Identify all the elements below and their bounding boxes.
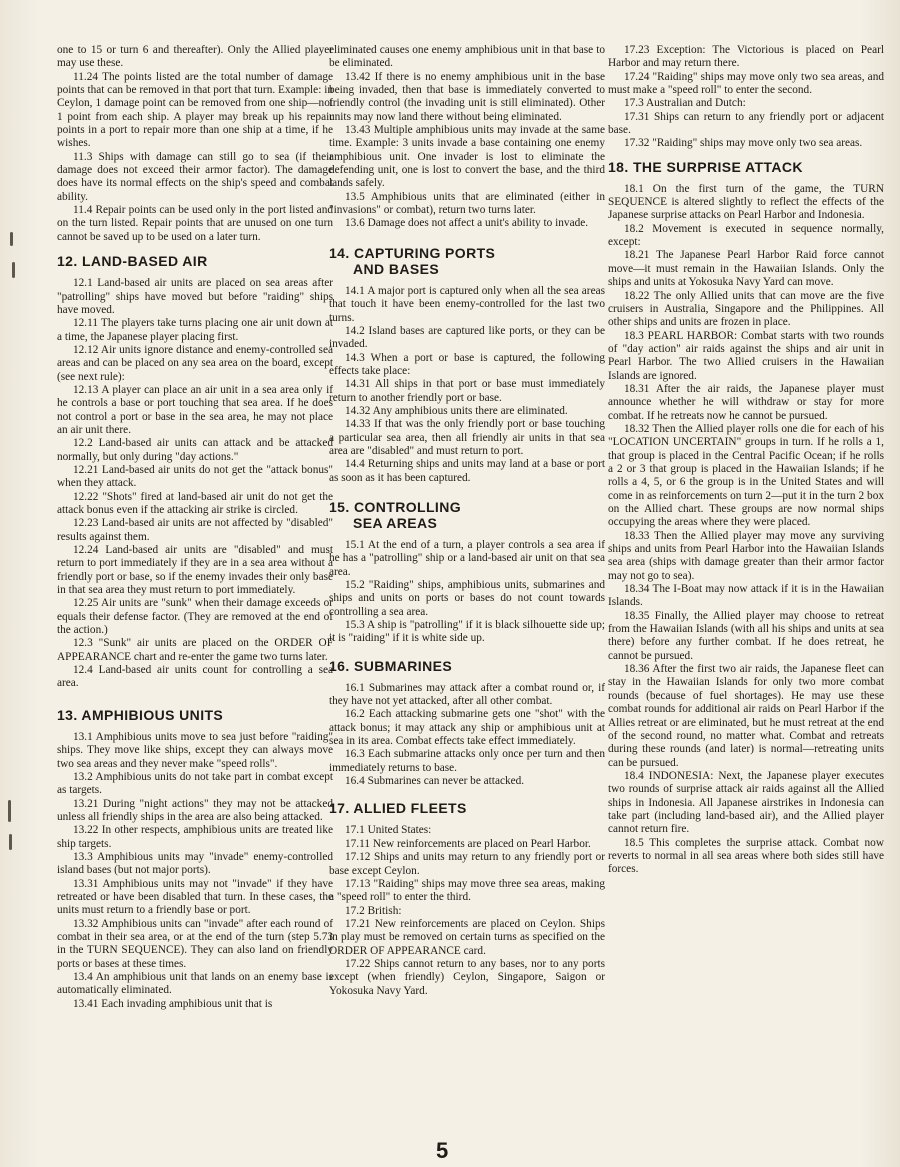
paragraph: 16.3 Each submarine attacks only once per turn and then immediately returns to base.: [329, 748, 605, 774]
section-heading-13: 13. AMPHIBIOUS UNITS: [57, 706, 224, 723]
paragraph: 18.32 Then the Allied player rolls one die for each of his "LOCATION UNCERTAIN" groups in turn. If he rolls a 1, that group is placed in the Central Pacific Ocean; if he rolls a 2 or 3 that group is placed in the Hawaiian Islands; if he rolls a 4, 5, or 6 the group is in the United States and will come in as reinforcements on turn 2—put it in the turn 2 box on the Allied chart. These groups are now normal ships occupying the areas where they were placed.: [608, 422, 884, 529]
paragraph: 18.31 After the air raids, the Japanese player must announce whether he will withdraw or stay for more combat. If he retreats now he cannot be pursued.: [608, 382, 884, 422]
paragraph: 18.3 PEARL HARBOR: Combat starts with two rounds of "day action" air raids against the ships and air unit in Pearl Harbor. The two Allied cruisers in the Hawaiian Islands are ignored.: [608, 329, 884, 382]
section-heading-16: 16. SUBMARINES: [329, 657, 453, 674]
paragraph: 12.4 Land-based air units count for controlling a sea area.: [57, 664, 333, 690]
paragraph: 12.3 "Sunk" air units are placed on the ORDER OF APPEARANCE chart and re-enter the game two turns later.: [57, 637, 333, 663]
paragraph: 15.3 A ship is "patrolling" if it is black silhouette side up; it is "raiding" if it is white side up.: [329, 619, 605, 645]
paragraph: 18.21 The Japanese Pearl Harbor Raid force cannot move—it must remain in the Hawaiian Islands. Only the ships and units at Yokosuka Navy Yard can move.: [608, 249, 884, 289]
section-heading-14-line2: AND BASES: [353, 260, 440, 277]
paragraph: 14.3 When a port or base is captured, the following effects take place:: [329, 351, 605, 377]
paragraph: 12.1 Land-based air units are placed on sea areas after "patrolling" ships have moved but before "raiding" ships have moved.: [57, 277, 333, 316]
paragraph: 13.31 Amphibious units may not "invade" if they have retreated or have been disabled that turn. In these cases, the units must return to a friendly base or port.: [57, 877, 333, 917]
paragraph: 12.13 A player can place an air unit in a sea area only if he controls a base or port touching that sea area. If he does not control a port or base in the sea area, he may not place an air unit there.: [57, 383, 333, 436]
paragraph: 13.21 During "night actions" they may not be attacked unless all friendly ships in the area are also being attacked.: [57, 797, 333, 823]
paragraph: 13.41 Each invading amphibious unit that is: [73, 997, 273, 1010]
paragraph: 18.34 The I-Boat may now attack if it is in the Hawaiian Islands.: [608, 583, 884, 609]
paragraph: 11.4 Repair points can be used only in the port listed and on the turn listed. Repair points that are unused on one turn cannot be saved up to be used on a later turn.: [57, 204, 333, 243]
section-heading-15-line2: SEA AREAS: [353, 514, 438, 531]
column-1: [57, 44, 333, 1139]
paragraph: 13.4 An amphibious unit that lands on an enemy base is automatically eliminated.: [57, 971, 333, 997]
section-heading-17: 17. ALLIED FLEETS: [329, 800, 467, 817]
paragraph: 17.3 Australian and Dutch:: [624, 97, 746, 110]
paragraph: 14.4 Returning ships and units may land at a base or port as soon as it has been captured.: [329, 458, 605, 484]
paragraph: 17.11 New reinforcements are placed on Pearl Harbor.: [345, 837, 591, 850]
column-3: [608, 44, 884, 1139]
paragraph: 12.21 Land-based air units do not get the "attack bonus" when they attack.: [57, 463, 333, 490]
paragraph: 13.1 Amphibious units move to sea just before "raiding" ships. They move like ships, except they can always move two sea areas and they never make "speed rolls".: [57, 730, 333, 770]
section-heading-14: [329, 245, 605, 277]
paragraph: 13.42 If there is no enemy amphibious unit in the base being invaded, then that base is immediately converted to friendly control (the invading unit is still eliminated). Other units may now land there without being eliminated.: [329, 70, 605, 123]
paragraph: 12.24 Land-based air units are "disabled" and must return to port immediately if they are in a sea area without a friendly port or base, so if the enemy invades their only base in that sea area they must return to port immediately.: [57, 544, 333, 597]
paragraph: 18.36 After the first two air raids, the Japanese fleet can stay in the Hawaiian Islands for only two more combat rounds (because of fuel shortages). He may use these combat rounds for additional air raids on Pearl Harbor if the Allies retreat or are eliminated, but he must retreat at the end of the second round, no matter what. Combat and retreats during these rounds (and later) is normal—retreating units can be pursued.: [608, 663, 884, 769]
paragraph: 12.23 Land-based air units are not affected by "disabled" results against them.: [57, 517, 333, 543]
paragraph: 18.2 Movement is executed in sequence normally, except:: [608, 222, 884, 249]
paragraph: 15.1 At the end of a turn, a player controls a sea area if he has a "patrolling" ship or a land-based air unit on that sea area.: [329, 538, 605, 578]
paragraph: 11.3 Ships with damage can still go to sea (if their damage does not exceed their armor factor). The damage does have its normal effects on the ship's speed and combat ability.: [57, 150, 333, 203]
paragraph: 18.33 Then the Allied player may move any surviving ships and units from Pearl Harbor into the Hawaiian Islands sea area (ships with damage greater than their armor factor may not go to sea).: [608, 529, 884, 582]
paragraph: 14.1 A major port is captured only when all the sea areas that touch it have been enemy-controlled for the last two turns.: [329, 284, 605, 324]
binding-mark: [12, 262, 15, 278]
section-heading-15: [329, 499, 605, 531]
paragraph: 18.35 Finally, the Allied player may choose to retreat from the Hawaiian Islands (with all his ships and units at sea there) before any further combat. If he does retreat, he cannot be pursued.: [608, 609, 884, 662]
paragraph: 13.32 Amphibious units can "invade" after each round of combat in their sea area, or at the end of the turn (step 5.73 in the TURN SEQUENCE). They can also land on friendly ports or bases at these times.: [57, 917, 333, 970]
paragraph: 11.24 The points listed are the total number of damage points that can be removed in that port that turn. Example: in Ceylon, 1 damage point can be removed from one ship—not 1 point from each ship. A player may break up his repair points in a port to repair more than one ship at a time, if he wishes.: [57, 70, 333, 150]
paragraph: 18.4 INDONESIA: Next, the Japanese player executes two rounds of surprise attack air raids against all the Allied ships in Indonesia. All Japanese airstrikes in Indonesia can take part (including land-based air), and the Allied player cannot return fire.: [608, 769, 884, 836]
paragraph: 14.32 Any amphibious units there are eliminated.: [345, 404, 568, 417]
binding-mark: [10, 232, 13, 246]
paragraph: 12.25 Air units are "sunk" when their damage exceeds or equals their defense factor. (They are removed at the end of the action.): [57, 597, 333, 637]
paragraph: 12.11 The players take turns placing one air unit down at a time, the Japanese player placing first.: [57, 317, 333, 343]
paragraph: 12.22 "Shots" fired at land-based air unit do not get the attack bonus even if the attacking air strike is circled.: [57, 490, 333, 516]
paragraph: 13.3 Amphibious units may "invade" enemy-controlled island bases (but not major ports).: [57, 850, 333, 877]
paragraph: 12.12 Air units ignore distance and enemy-controlled sea areas and can be placed on any sea area on the board, except (see next rule):: [57, 343, 333, 383]
paragraph: 17.23 Exception: The Victorious is placed on Pearl Harbor and may return there.: [608, 44, 884, 70]
paragraph: 18.1 On the first turn of the game, the TURN SEQUENCE is altered slightly to reflect the effects of the Japanese surprise attacks on Pearl Harbor and Indonesia.: [608, 182, 884, 222]
paragraph: 13.5 Amphibious units that are eliminated (either in "invasions" or combat), return two turns later.: [329, 190, 605, 217]
column-2: [329, 44, 605, 1139]
binding-mark: [8, 800, 11, 822]
paragraph: 15.2 "Raiding" ships, amphibious units, submarines and ships and units on ports or bases do not count towards controlling a sea area.: [329, 579, 605, 618]
paragraph: 16.4 Submarines can never be attacked.: [345, 775, 525, 788]
paragraph: eliminated causes one enemy amphibious unit in that base to be eliminated.: [329, 44, 605, 70]
paragraph: 13.43 Multiple amphibious units may invade at the same time. Example: 3 units invade a base containing one enemy amphibious unit. One invader is lost to eliminate the defending unit, one is lost to convert the base, and the third lands safely.: [329, 124, 605, 190]
paragraph: 17.21 New reinforcements are placed on Ceylon. Ships in play must be removed on certain turns as specified on the ORDER OF APPEARANCE card.: [329, 917, 605, 957]
paragraph: 13.22 In other respects, amphibious units are treated like ship targets.: [57, 824, 333, 850]
paragraph: 16.1 Submarines may attack after a combat round or, if they have not yet attacked, after all other combat.: [329, 681, 605, 708]
paragraph: 17.1 United States:: [345, 824, 432, 837]
paragraph: 17.13 "Raiding" ships may move three sea areas, making a "speed roll" to enter the third.: [329, 877, 605, 904]
paragraph: 12.2 Land-based air units can attack and be attacked normally, but only during "day actions.": [57, 437, 333, 463]
paragraph: one to 15 or turn 6 and thereafter). Only the Allied player may use these.: [57, 44, 333, 70]
paragraph: 16.2 Each attacking submarine gets one "shot" with the attack bonus; it may attack any ship or amphibious unit at sea in its area. Combat effects take effect immediately.: [329, 708, 605, 748]
paragraph: 17.24 "Raiding" ships may move only two sea areas, and must make a "speed roll" to enter the second.: [608, 70, 884, 97]
paragraph: 17.32 "Raiding" ships may move only two sea areas.: [624, 137, 863, 150]
paragraph: 17.31 Ships can return to any friendly port or adjacent base.: [608, 110, 884, 137]
paragraph: 17.2 British:: [345, 904, 402, 917]
section-heading-14-line1: 14. CAPTURING PORTS: [329, 244, 496, 261]
binding-mark: [9, 834, 12, 850]
paragraph: 17.12 Ships and units may return to any friendly port or base except Ceylon.: [329, 851, 605, 877]
paragraph: 18.5 This completes the surprise attack. Combat now reverts to normal in all sea areas where both sides still have forces.: [608, 836, 884, 876]
paragraph: 14.31 All ships in that port or base must immediately return to another friendly port or base.: [329, 378, 605, 404]
paragraph: 17.22 Ships cannot return to any bases, nor to any ports except (when friendly) Ceylon, Singapore, Saigon or Yokosuka Navy Yard.: [329, 957, 605, 997]
paragraph: 14.2 Island bases are captured like ports, or they can be invaded.: [329, 324, 605, 351]
section-heading-18: 18. THE SURPRISE ATTACK: [608, 158, 803, 175]
section-heading-15-line1: 15. CONTROLLING: [329, 498, 462, 515]
page-number: 5: [436, 1138, 449, 1163]
paragraph: 13.6 Damage does not affect a unit's ability to invade.: [345, 217, 589, 230]
paragraph: 18.22 The only Allied units that can move are the five cruisers in Australia, Singapore and the Philippines. All other ships and units are frozen in place.: [608, 289, 884, 329]
section-heading-12: 12. LAND-BASED AIR: [57, 253, 208, 270]
paragraph: 13.2 Amphibious units do not take part in combat except as targets.: [57, 770, 333, 797]
paragraph: 14.33 If that was the only friendly port or base touching a particular sea area, then all friendly air units in that sea area are "disabled" and must return to port.: [329, 418, 605, 457]
